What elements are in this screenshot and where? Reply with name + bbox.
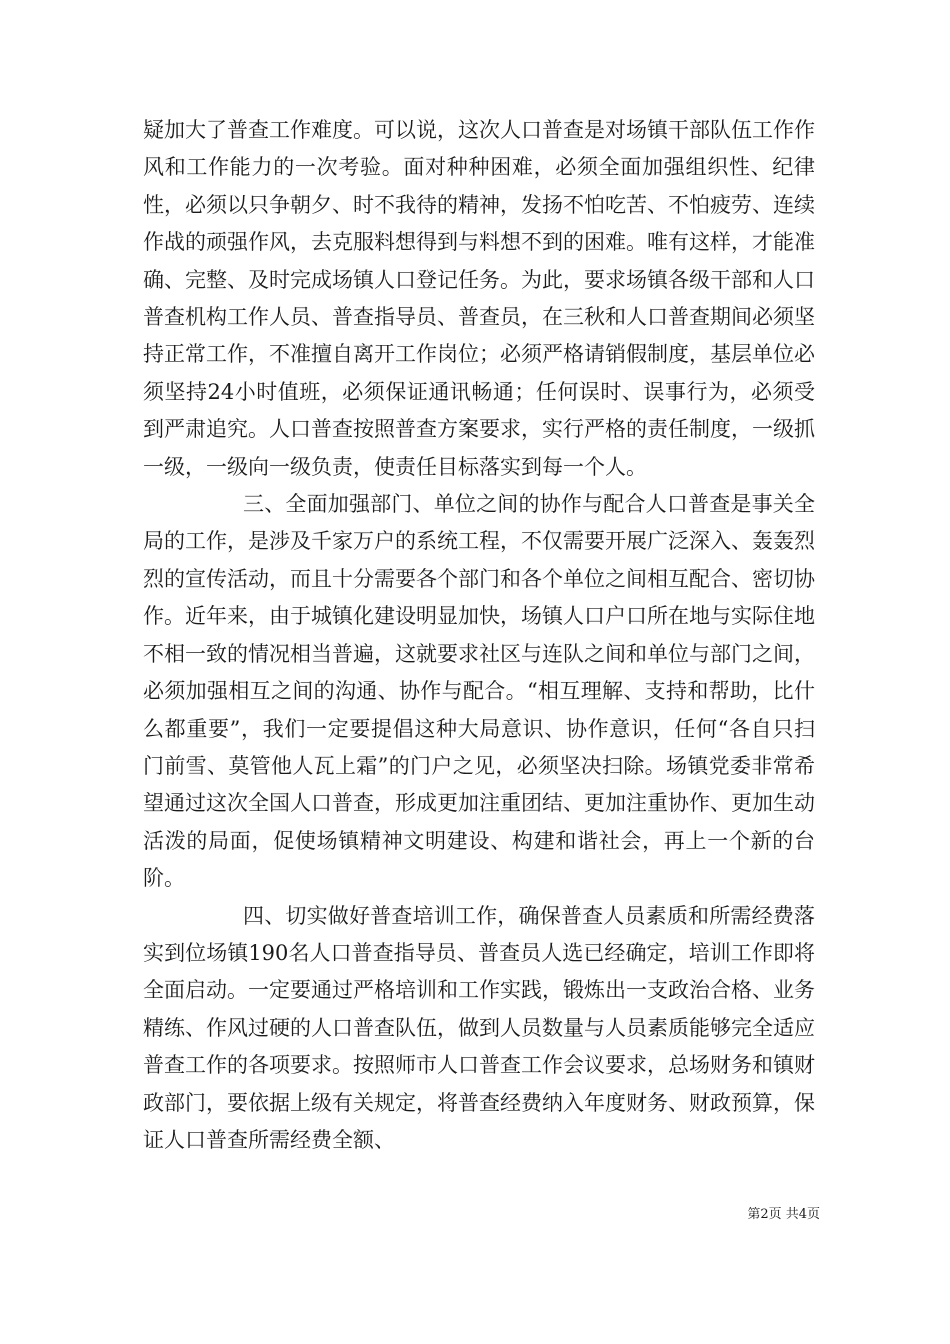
- document-body: [143, 112, 815, 1159]
- paragraph-section-four: 四、切实做好普查培训工作，确保普查人员素质和所需经费落实到位场镇190名人口普查指导员、普查员人选已经确定，培训工作即将全面启动。一定要通过严格培训和工作实践，锻炼出一支政治合格、业务精练、作风过硬的人口普查队伍，做到人员数量与人员素质能够完全适应普查工作的各项要求。按照师市人口普查工作会议要求，总场财务和镇财政部门，要依据上级有关规定，将普查经费纳入年度财务、财政预算，保证人口普查所需经费全额、: [143, 903, 815, 1152]
- paragraph-section-three: 三、全面加强部门、单位之间的协作与配合人口普查是事关全局的工作，是涉及千家万户的系统工程，不仅需要开展广泛深入、轰轰烈烈的宣传活动，而且十分需要各个部门和各个单位之间相互配合、密切协作。近年来，由于城镇化建设明显加快，场镇人口户口所在地与实际住地不相一致的情况相当普遍，这就要求社区与连队之间和单位与部门之间，必须加强相互之间的沟通、协作与配合。“相互理解、支持和帮助，比什么都重要”，我们一定要提倡这种大局意识、协作意识，任何“各自只扫门前雪、莫管他人瓦上霜”的门户之见，必须坚决扫除。场镇党委非常希望通过这次全国人口普查，形成更加注重团结、更加注重协作、更加生动活泼的局面，促使场镇精神文明建设、构建和谐社会，再上一个新的台阶。: [143, 492, 815, 891]
- page-number-footer: 第2页 共4页: [747, 1207, 820, 1222]
- paragraph-continuation: 疑加大了普查工作难度。可以说，这次人口普查是对场镇干部队伍工作作风和工作能力的一次考验。面对种种困难，必须全面加强组织性、纪律性，必须以只争朝夕、时不我待的精神，发扬不怕吃苦、不怕疲劳、连续作战的顽强作风，去克服料想得到与料想不到的困难。唯有这样，才能准确、完整、及时完成场镇人口登记任务。为此，要求场镇各级干部和人口普查机构工作人员、普查指导员、普查员，在三秋和人口普查期间必须坚持正常工作，不准擅自离开工作岗位；必须严格请销假制度，基层单位必须坚持24小时值班，必须保证通讯畅通；任何误时、误事行为，必须受到严肃追究。人口普查按照普查方案要求，实行严格的责任制度，一级抓一级，一级向一级负责，使责任目标落实到每一个人。: [143, 118, 815, 479]
